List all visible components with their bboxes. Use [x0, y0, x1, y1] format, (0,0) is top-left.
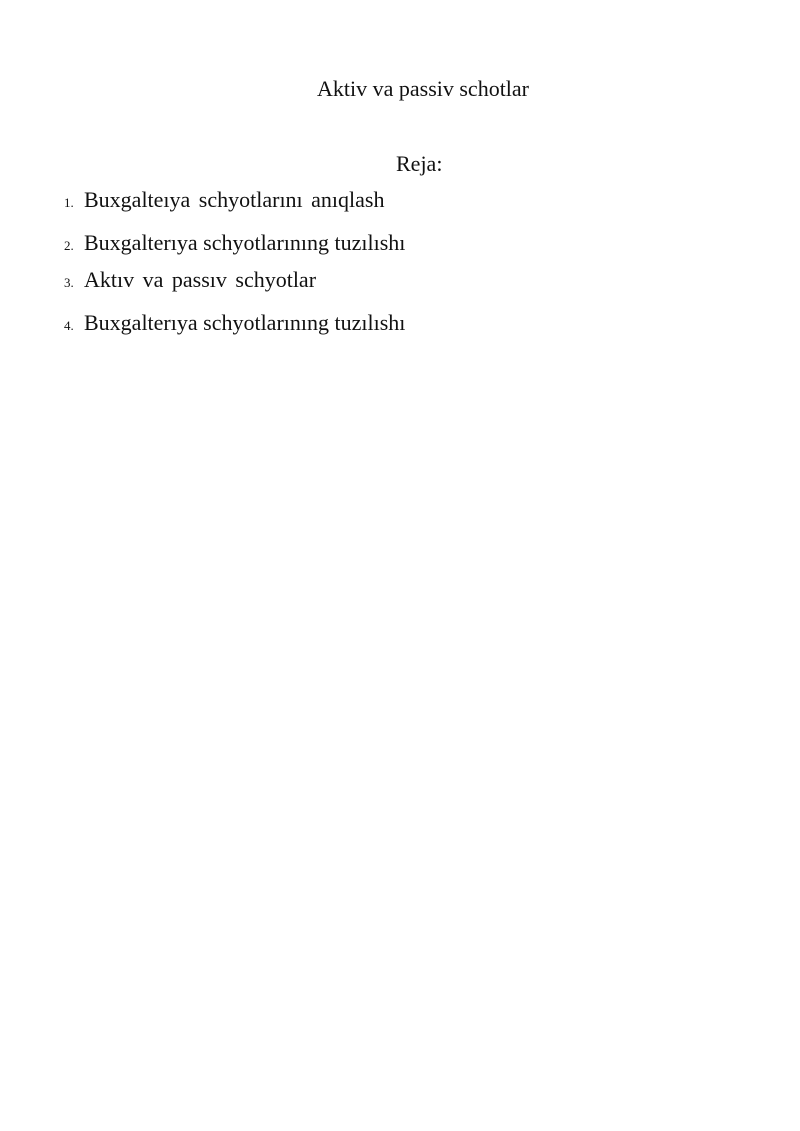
plan-item-text: Aktıv va passıv schyotlar [84, 267, 317, 292]
plan-item-number: 2. [64, 238, 74, 253]
plan-item-text: Buxgalteıya schyotlarını anıqlash [84, 187, 385, 212]
plan-item-text: Buxgalterıya schyotlarınıng tuzılıshı [84, 230, 406, 255]
plan-item [64, 266, 316, 294]
document-title: Aktiv va passiv schotlar [316, 76, 530, 101]
plan-item [64, 229, 405, 257]
plan-item-text: Buxgalterıya schyotlarınıng tuzılıshı [84, 310, 406, 335]
plan-item-number: 1. [64, 195, 74, 210]
plan-item-number: 4. [64, 318, 74, 333]
plan-item [64, 186, 385, 214]
plan-item [64, 309, 405, 337]
plan-heading: Reja: [396, 151, 443, 176]
plan-item-number: 3. [64, 275, 74, 290]
